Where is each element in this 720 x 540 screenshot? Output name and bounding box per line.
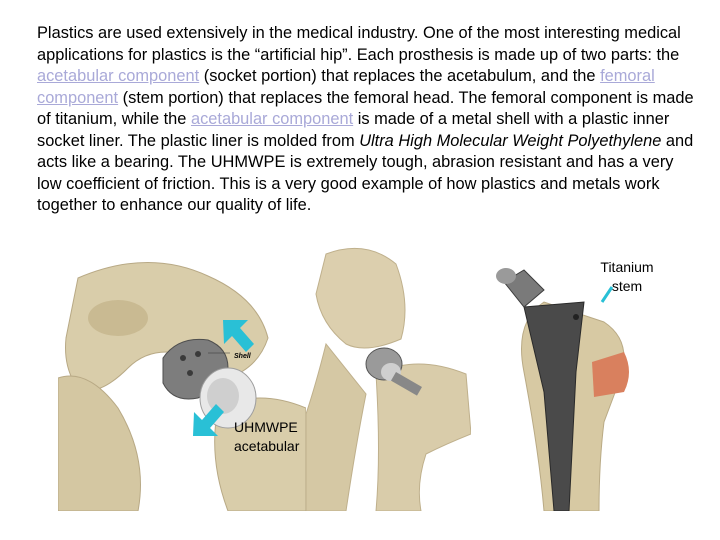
titanium-stem-label bbox=[590, 258, 664, 296]
uhmwpe-acetabular-label bbox=[234, 418, 299, 456]
uhmwpe-italic-term: Ultra High Molecular Weight Polyethylene bbox=[359, 131, 662, 150]
body-paragraph bbox=[37, 23, 701, 217]
text-part-3: (stem portion) that replaces the femoral head. The femoral component is made of titanium, while the bbox=[37, 88, 694, 128]
shell-label: Shell bbox=[234, 353, 251, 360]
pelvis-implant-figure bbox=[58, 258, 306, 511]
link-femoral-component[interactable]: femoral component bbox=[37, 67, 655, 107]
titanium-stem-figure bbox=[484, 262, 662, 511]
text-part-4: is made of a metal shell with a plastic inner socket liner. The plastic liner is molded from bbox=[37, 110, 670, 150]
text-part-2: (socket portion) that replaces the acetabulum, and the bbox=[199, 67, 601, 85]
uhmwpe-acetabular-text: UHMWPE acetabular bbox=[234, 419, 300, 454]
titanium-stem-text: Titanium stem bbox=[600, 259, 654, 294]
assembled-hip-figure bbox=[306, 244, 471, 511]
link-acetabular-component-2[interactable]: acetabular component bbox=[190, 110, 354, 128]
text-part-1: Plastics are used extensively in the medical industry. One of the most interesting medical applications for plastics is the “artificial hip”. Each prosthesis is made up of two parts: the bbox=[37, 24, 681, 64]
link-acetabular-component-1[interactable]: acetabular component bbox=[37, 67, 200, 85]
text-part-5: and acts like a bearing. The UHMWPE is extremely tough, abrasion resistant and has a very low coefficient of friction. This is a very good example of how plastics and metals work together to enhance our quality of life. bbox=[37, 131, 694, 214]
